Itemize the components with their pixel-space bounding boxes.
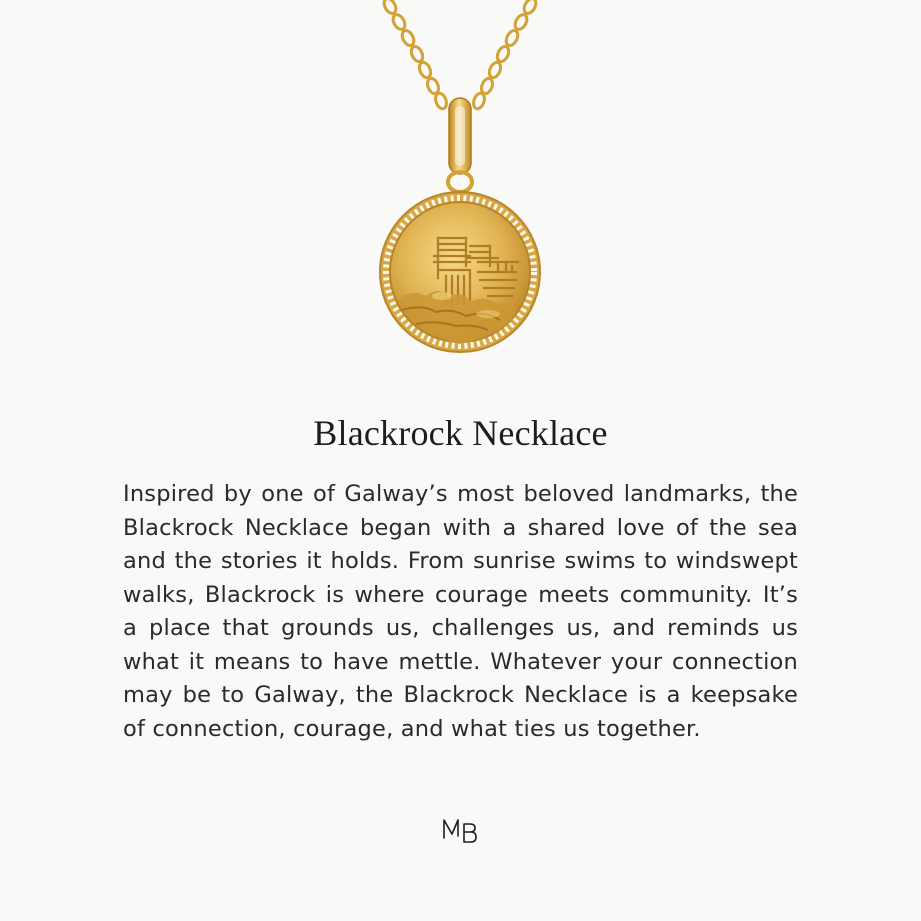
product-description: Inspired by one of Galway’s most beloved landmarks, the Blackrock Necklace began with a shared love of the sea and the stories it holds. From sunrise swims to windswept walks, Blackrock is where courage meets community. It’s a place that grounds us, challenges us, and reminds us what it means to have mettle. Whatever your connection may be to Galway, the Blackrock Necklace is a keepsake of connection, courage, and what ties us together. (123, 481, 798, 742)
necklace-product-image (0, 0, 921, 380)
pendant-coin (380, 192, 540, 352)
chain-right (472, 0, 539, 110)
chain-left (382, 0, 449, 110)
brand-logo-icon (420, 810, 500, 850)
product-title: Blackrock Necklace (313, 413, 608, 453)
